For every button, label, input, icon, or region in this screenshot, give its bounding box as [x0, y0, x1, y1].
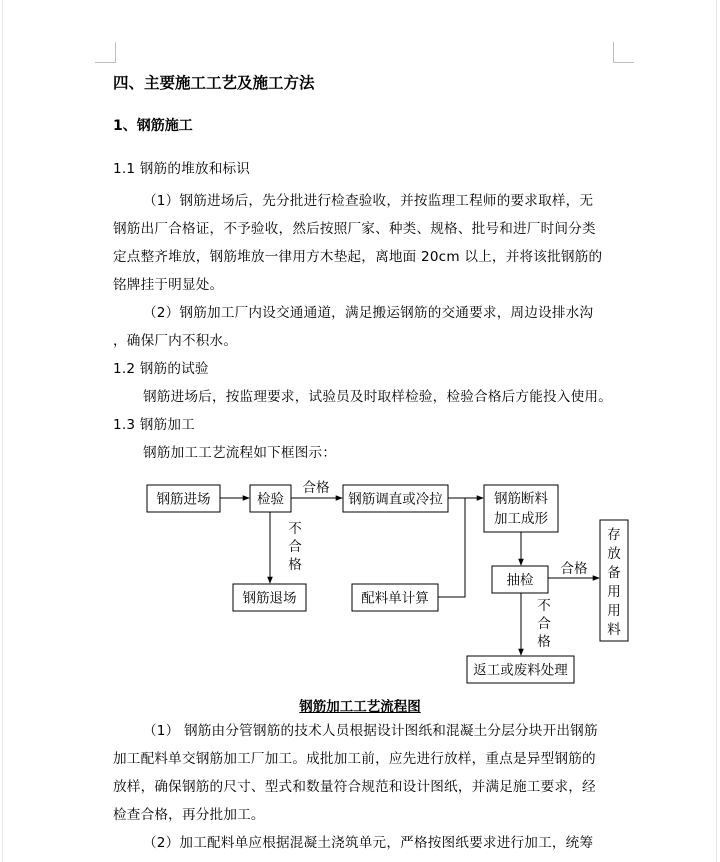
node-calc-label: 配料单计算	[361, 590, 429, 607]
subheading-1-2: 1.2 钢筋的试验	[113, 361, 209, 377]
node-reject	[233, 584, 306, 611]
para3-line: 检查合格，再分批加工。	[113, 807, 265, 823]
node-calc	[352, 584, 438, 611]
para1-line: 铭牌挂于明显处。	[113, 277, 224, 293]
node-sample-label: 抽检	[506, 572, 534, 589]
node-store-label: 存放备用用料	[607, 527, 621, 638]
node-cut-label-line2: 加工成形	[494, 511, 548, 527]
para-1-3: 钢筋加工工艺流程如下框图示：	[143, 445, 337, 461]
subheading-1-1: 1.1 钢筋的堆放和标识	[113, 161, 251, 177]
para3-line: 加工配料单交钢筋加工厂加工。成批加工前，应先进行放样，重点是异型钢筋的	[113, 751, 596, 767]
node-entry	[147, 485, 220, 512]
heading-section: 1、钢筋施工	[113, 118, 193, 134]
node-straighten-label: 钢筋调直或冷拉	[348, 491, 443, 508]
node-sample	[492, 566, 548, 593]
label-pass-2: 合格	[560, 561, 588, 577]
heading-main: 四、主要施工工艺及施工方法	[113, 74, 315, 92]
para2-line: ，确保厂内不积水。	[113, 333, 238, 349]
node-reject-label: 钢筋退场	[242, 590, 297, 607]
node-rework-label: 返工或废料处理	[473, 662, 568, 679]
para1-line: 定点整齐堆放，钢筋堆放一律用方木垫起，离地面 20cm 以上，并将该批钢筋的	[113, 249, 603, 265]
label-pass-1: 合格	[302, 480, 330, 496]
para2-line: （2）钢筋加工厂内设交通通道，满足搬运钢筋的交通要求，周边设排水沟	[143, 305, 594, 321]
node-rework	[467, 656, 574, 683]
node-inspect	[250, 485, 291, 512]
label-fail-1: 不合格	[288, 521, 302, 573]
connector-calc	[438, 498, 465, 597]
para4-line: （2）加工配料单应根据混凝土浇筑单元，严格按图纸要求进行加工，统筹	[143, 835, 594, 851]
para-1-2: 钢筋进场后，按监理要求，试验员及时取样检验，检验合格后方能投入使用。	[143, 389, 612, 405]
para1-line: 钢筋出厂合格证，不予验收，然后按照厂家、种类、规格、批号和进厂时间分类	[113, 221, 596, 237]
node-cut	[484, 485, 558, 532]
label-fail-2: 不合格	[537, 598, 551, 650]
node-store	[600, 520, 628, 641]
figure-caption: 钢筋加工工艺流程图	[299, 699, 421, 715]
node-cut-label-line1: 钢筋断料	[494, 491, 548, 507]
subheading-1-3: 1.3 钢筋加工	[113, 417, 195, 433]
node-straighten	[343, 485, 448, 512]
para3-line: 放样，确保钢筋的尺寸、型式和数量符合规范和设计图纸，并满足施工要求，经	[113, 779, 596, 795]
para1-line: （1）钢筋进场后，先分批进行检查验收，并按监理工程师的要求取样，无	[143, 193, 594, 209]
node-entry-label: 钢筋进场	[156, 491, 211, 508]
para3-line: （1） 钢筋由分管钢筋的技术人员根据设计图纸和混凝土分层分块开出钢筋	[143, 723, 598, 739]
node-inspect-label: 检验	[257, 491, 284, 508]
